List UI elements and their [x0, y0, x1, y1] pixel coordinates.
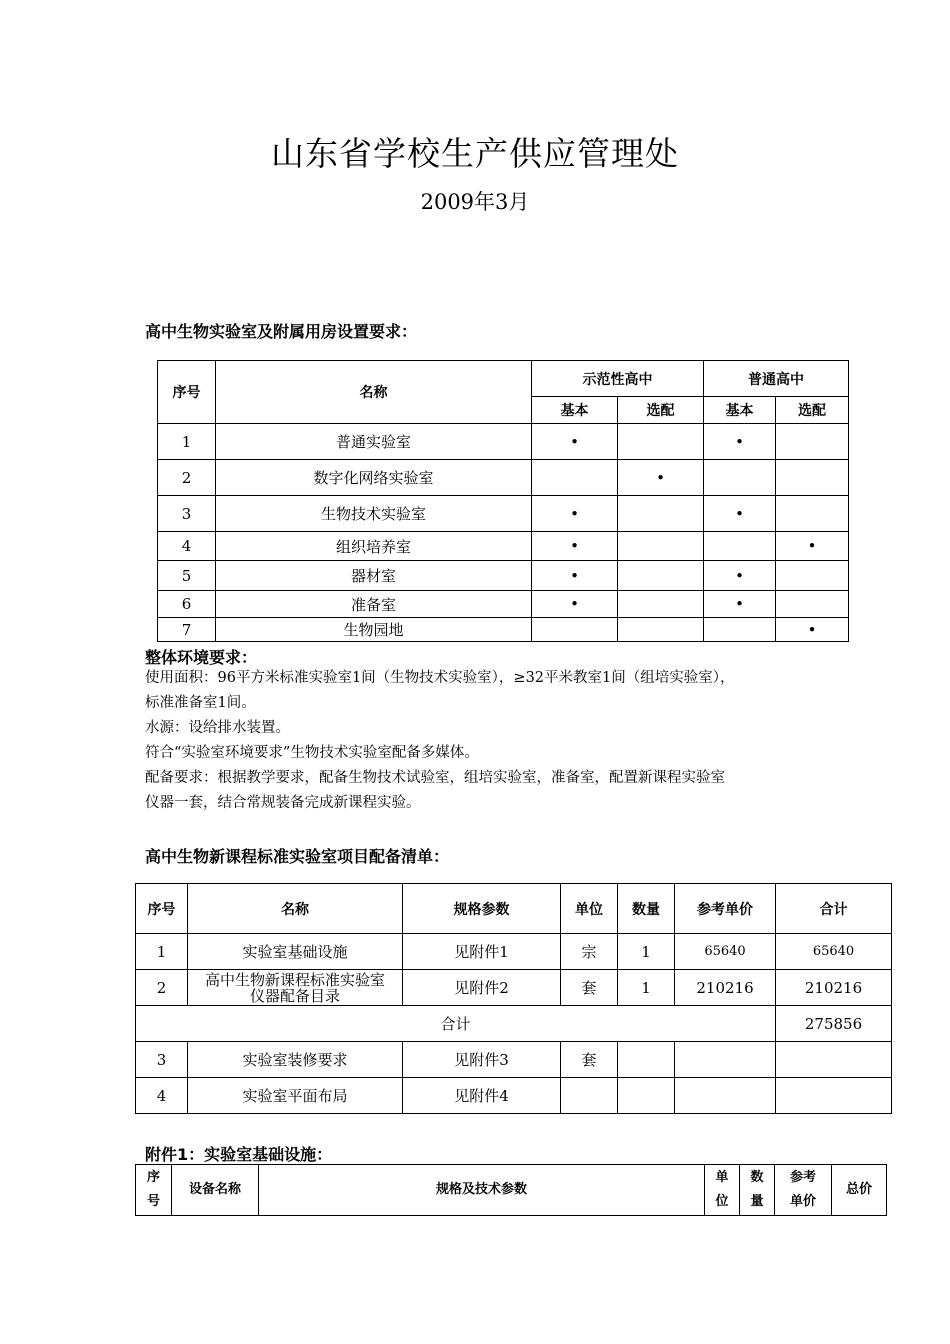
environment-text	[145, 666, 735, 816]
row-name: 高中生物新课程标准实验室仪器配备目录	[188, 970, 403, 1006]
row-unit-price	[675, 1078, 776, 1114]
subtotal-value: 275856	[776, 1006, 892, 1042]
row-index: 1	[158, 424, 216, 460]
normal-optional-mark	[776, 561, 849, 591]
normal-basic-mark: •	[704, 496, 776, 532]
row-index: 3	[136, 1042, 188, 1078]
header-quantity-line: 量	[750, 1194, 764, 1209]
row-total	[776, 1042, 892, 1078]
normal-optional-mark	[776, 460, 849, 496]
demo-basic-mark: •	[532, 532, 618, 561]
row-name: 组织培养室	[216, 532, 532, 561]
equipment-list-table	[135, 883, 892, 1114]
header-spec: 规格参数	[403, 884, 561, 934]
demo-optional-mark	[618, 561, 704, 591]
row-total: 210216	[776, 970, 892, 1006]
normal-optional-mark	[776, 591, 849, 618]
row-unit: 宗	[561, 934, 618, 970]
table-row	[136, 1078, 892, 1114]
row-name: 普通实验室	[216, 424, 532, 460]
normal-basic-mark	[704, 460, 776, 496]
table-row	[158, 496, 849, 532]
row-quantity: 1	[618, 970, 675, 1006]
normal-optional-mark	[776, 424, 849, 460]
demo-optional-mark	[618, 591, 704, 618]
header-unit: 单位	[561, 884, 618, 934]
row-name: 实验室基础设施	[188, 934, 403, 970]
row-index: 6	[158, 591, 216, 618]
normal-optional-mark: •	[776, 532, 849, 561]
header-unit-price-line: 参考	[789, 1170, 816, 1185]
environment-line: 水源：设给排水装置。	[145, 720, 290, 736]
row-name: 数字化网络实验室	[216, 460, 532, 496]
row-unit	[561, 1078, 618, 1114]
subtotal-label: 合计	[136, 1006, 776, 1042]
header-unit-price	[775, 1165, 832, 1216]
row-index: 7	[158, 618, 216, 642]
header-spec: 规格及技术参数	[259, 1165, 705, 1216]
header-index	[136, 1165, 172, 1216]
row-unit-price	[675, 1042, 776, 1078]
header-index: 序号	[136, 884, 188, 934]
table-row	[136, 1042, 892, 1078]
row-name: 实验室装修要求	[188, 1042, 403, 1078]
row-index: 2	[158, 460, 216, 496]
normal-optional-mark	[776, 496, 849, 532]
environment-line: 符合“实验室环境要求”生物技术实验室配备多媒体。	[145, 745, 479, 761]
header-demo-optional: 选配	[618, 397, 704, 424]
demo-optional-mark: •	[618, 460, 704, 496]
table-row	[158, 618, 849, 642]
demo-basic-mark: •	[532, 496, 618, 532]
table-row	[136, 970, 892, 1006]
row-unit-price: 210216	[675, 970, 776, 1006]
header-index-line: 号	[146, 1194, 160, 1209]
row-unit-price: 65640	[675, 934, 776, 970]
normal-optional-mark: •	[776, 618, 849, 642]
table-row	[158, 532, 849, 561]
row-index: 5	[158, 561, 216, 591]
header-index-line: 序	[146, 1170, 160, 1185]
row-name: 生物技术实验室	[216, 496, 532, 532]
row-quantity	[618, 1042, 675, 1078]
demo-basic-mark: •	[532, 591, 618, 618]
demo-optional-mark	[618, 424, 704, 460]
row-name: 实验室平面布局	[188, 1078, 403, 1114]
demo-basic-mark	[532, 618, 618, 642]
section-heading-environment: 整体环境要求：	[145, 648, 258, 667]
normal-basic-mark: •	[704, 424, 776, 460]
header-name: 名称	[216, 361, 532, 424]
row-unit: 套	[561, 970, 618, 1006]
row-index: 2	[136, 970, 188, 1006]
header-name: 名称	[188, 884, 403, 934]
attachment-1-table	[135, 1164, 887, 1216]
header-unit	[705, 1165, 740, 1216]
section-heading-attachment-1: 附件1：实验室基础设施：	[145, 1145, 333, 1164]
environment-line: 标准准备室1间。	[145, 695, 256, 711]
row-unit: 套	[561, 1042, 618, 1078]
demo-basic-mark	[532, 460, 618, 496]
row-spec: 见附件2	[403, 970, 561, 1006]
header-normal-optional: 选配	[776, 397, 849, 424]
normal-basic-mark	[704, 618, 776, 642]
row-spec: 见附件3	[403, 1042, 561, 1078]
header-equipment-name: 设备名称	[172, 1165, 259, 1216]
table-row	[158, 424, 849, 460]
header-demo-basic: 基本	[532, 397, 618, 424]
demo-basic-mark: •	[532, 561, 618, 591]
table-row	[158, 591, 849, 618]
demo-optional-mark	[618, 618, 704, 642]
header-quantity-line: 数	[750, 1170, 764, 1185]
room-requirements-table	[157, 360, 849, 642]
row-index: 3	[158, 496, 216, 532]
header-unit-line: 位	[715, 1194, 729, 1209]
row-spec: 见附件1	[403, 934, 561, 970]
table-row	[158, 460, 849, 496]
header-normal-school: 普通高中	[704, 361, 849, 397]
row-quantity: 1	[618, 934, 675, 970]
demo-optional-mark	[618, 532, 704, 561]
row-quantity	[618, 1078, 675, 1114]
table-row	[158, 561, 849, 591]
normal-basic-mark	[704, 532, 776, 561]
demo-optional-mark	[618, 496, 704, 532]
row-index: 4	[136, 1078, 188, 1114]
header-demo-school: 示范性高中	[532, 361, 704, 397]
header-index: 序号	[158, 361, 216, 424]
header-total: 合计	[776, 884, 892, 934]
normal-basic-mark: •	[704, 591, 776, 618]
row-total: 65640	[776, 934, 892, 970]
header-total-price: 总价	[832, 1165, 887, 1216]
header-unit-line: 单	[715, 1170, 729, 1185]
environment-line: 使用面积：96平方米标准实验室1间（生物技术实验室），≥32平米教室1间（组培实验室），	[145, 670, 735, 686]
row-index: 1	[136, 934, 188, 970]
row-name: 生物园地	[216, 618, 532, 642]
section-heading-room-requirements: 高中生物实验室及附属用房设置要求：	[145, 322, 418, 341]
environment-line: 仪器一套，结合常规装备完成新课程实验。	[145, 795, 421, 811]
normal-basic-mark: •	[704, 561, 776, 591]
environment-line: 配备要求：根据教学要求，配备生物技术试验室，组培实验室，准备室，配置新课程实验室	[145, 770, 725, 786]
document-title: 山东省学校生产供应管理处	[271, 134, 679, 173]
row-index: 4	[158, 532, 216, 561]
row-total	[776, 1078, 892, 1114]
document-date: 2009年3月	[420, 190, 530, 214]
row-spec: 见附件4	[403, 1078, 561, 1114]
header-normal-basic: 基本	[704, 397, 776, 424]
header-quantity	[740, 1165, 775, 1216]
demo-basic-mark: •	[532, 424, 618, 460]
subtotal-row	[136, 1006, 892, 1042]
row-name: 器材室	[216, 561, 532, 591]
header-unit-price: 参考单价	[675, 884, 776, 934]
header-unit-price-line: 单价	[789, 1194, 816, 1209]
table-row	[136, 934, 892, 970]
header-quantity: 数量	[618, 884, 675, 934]
section-heading-equipment-list: 高中生物新课程标准实验室项目配备清单：	[145, 847, 450, 866]
row-name: 准备室	[216, 591, 532, 618]
